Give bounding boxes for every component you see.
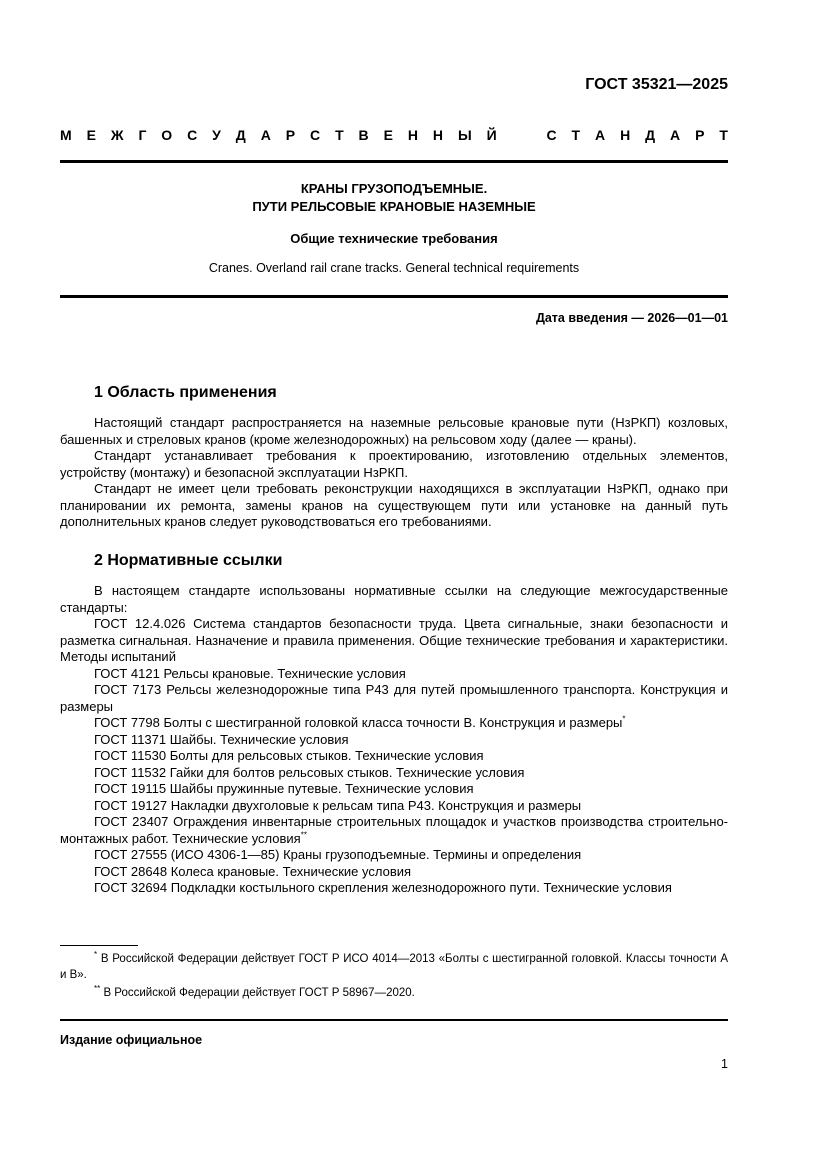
footer-rule	[60, 1019, 728, 1021]
footnote-separator	[60, 945, 138, 946]
banner-letter-word-1: О	[161, 127, 173, 143]
reference-item: ГОСТ 11532 Гайки для болтов рельсовых стыков. Технические условия	[94, 764, 525, 780]
footnotes	[60, 951, 728, 1001]
banner-letter-word-1: Н	[432, 127, 444, 143]
section-1-paragraph: Стандарт устанавливает требования к проектированию, изготовлению отдельных элементов, устройству (монтажу) и безопасной эксплуатации НзРКП.	[60, 448, 728, 480]
banner-gap	[512, 127, 532, 143]
document-subtitle: Общие технические требования	[290, 231, 498, 246]
reference-text: ГОСТ 7798 Болты с шестигранной головкой класса точности В. Конструкция и размеры	[94, 715, 623, 730]
section-1-paragraph: Стандарт не имеет цели требовать реконструкции находящихся в эксплуатации НзРКП, однако при планировании их ремонта, замены кранов на существующем пути или установке на данный путь дополнительных кранов следует руководствоваться его требованиями.	[60, 481, 728, 529]
banner-letter-word-1: Г	[138, 127, 147, 143]
banner-letter-word-2: Т	[719, 127, 728, 143]
reference-item: ГОСТ 27555 (ИСО 4306-1—85) Краны грузоподъемные. Термины и определения	[94, 847, 582, 862]
normative-references	[60, 583, 728, 897]
reference-item: ГОСТ 11371 Шайбы. Технические условия	[94, 731, 349, 747]
references-intro: В настоящем стандарте использованы нормативные ссылки на следующие межгосударственные стандарты:	[60, 583, 728, 615]
banner-letter-word-1: Н	[407, 127, 418, 143]
banner-letter-word-1: Р	[285, 127, 296, 143]
standard-banner	[60, 127, 728, 143]
footnote-1	[60, 951, 728, 983]
header-rule	[60, 160, 728, 163]
section-1-heading: 1 Область применения	[94, 384, 277, 401]
banner-letter-word-2: А	[595, 127, 606, 143]
reference-item: ГОСТ 11530 Болты для рельсовых стыков. Технические условия	[94, 748, 484, 763]
banner-letter-word-1: С	[187, 127, 198, 143]
footnote-text: В Российской Федерации действует ГОСТ Р ИСО 4014—2013 «Болты с шестигранной головкой. Классы точности А и В».	[60, 953, 728, 981]
banner-letter-word-1: В	[358, 127, 369, 143]
document-number: ГОСТ 35321—2025	[585, 76, 728, 93]
banner-letter-word-2: Т	[571, 127, 581, 143]
reference-item: ГОСТ 4121 Рельсы крановые. Технические условия	[94, 665, 406, 681]
banner-letter-word-2: С	[546, 127, 557, 143]
section-2-heading: 2 Нормативные ссылки	[94, 552, 283, 569]
title-rule	[60, 295, 728, 298]
banner-letter-word-2: Р	[695, 127, 705, 143]
reference-item: ГОСТ 12.4.026 Система стандартов безопасности труда. Цвета сигнальные, знаки безопасности и разметка сигнальная. Назначение и правила применения. Общие технические требования и характеристики. Методы испытаний	[60, 616, 728, 664]
reference-item: ГОСТ 7173 Рельсы железнодорожные типа Р43 для путей промышленного транспорта. Конструкция и размеры	[60, 682, 728, 714]
footnote-mark: **	[94, 984, 101, 994]
banner-letter-word-1: Д	[235, 127, 246, 143]
banner-letter-word-2: Н	[620, 127, 631, 143]
title-line-2: ПУТИ РЕЛЬСОВЫЕ КРАНОВЫЕ НАЗЕМНЫЕ	[252, 199, 536, 214]
banner-letter-word-1: М	[60, 127, 72, 143]
footnote-text: В Российской Федерации действует ГОСТ Р 58967—2020.	[103, 987, 415, 999]
section-1-paragraph: Настоящий стандарт распространяется на наземные рельсовые крановые пути (НзРКП) козловых, башенных и стреловых кранов (кроме железнодорожных) на рельсовом ходу (далее — краны).	[60, 415, 728, 447]
banner-letter-word-1: Е	[383, 127, 393, 143]
footnote-2	[60, 985, 728, 1001]
banner-letter-word-1: Ж	[110, 127, 124, 143]
english-title: Cranes. Overland rail crane tracks. General technical requirements	[208, 261, 580, 275]
banner-letter-word-1: Т	[335, 127, 344, 143]
official-edition-label: Издание официальное	[60, 1033, 203, 1047]
reference-item-gost-23407	[60, 814, 728, 847]
reference-item: ГОСТ 32694 Подкладки костыльного скрепления железнодорожного пути. Технические условия	[94, 880, 672, 895]
banner-letter-word-1: А	[260, 127, 271, 143]
reference-item: ГОСТ 28648 Колеса крановые. Технические условия	[94, 863, 412, 879]
footnote-marker: *	[622, 714, 626, 724]
reference-item: ГОСТ 19115 Шайбы пружинные путевые. Технические условия	[94, 781, 474, 796]
introduction-date: Дата введения — 2026—01—01	[535, 311, 728, 325]
banner-letter-word-1: У	[212, 127, 221, 143]
reference-item: ГОСТ 19127 Накладки двухголовые к рельсам типа Р43. Конструкция и размеры	[94, 797, 582, 813]
banner-letter-word-1: Й	[486, 127, 497, 143]
banner-letter-word-2: А	[670, 127, 681, 143]
title-line-1: КРАНЫ ГРУЗОПОДЪЕМНЫЕ.	[300, 181, 488, 196]
banner-letter-word-2: Д	[645, 127, 656, 143]
footnote-mark: *	[94, 950, 98, 960]
reference-text: ГОСТ 23407 Ограждения инвентарные строительных площадок и участков производства строительно-монтажных работ. Технические условия	[60, 814, 728, 846]
section-1-body	[60, 415, 728, 531]
banner-letter-word-1: Е	[86, 127, 96, 143]
banner-letter-word-1: С	[310, 127, 321, 143]
reference-item-gost-7798	[60, 715, 728, 732]
page-number: 1	[721, 1057, 728, 1071]
footnote-marker: **	[300, 830, 307, 840]
banner-letter-word-1: Ы	[457, 127, 472, 143]
